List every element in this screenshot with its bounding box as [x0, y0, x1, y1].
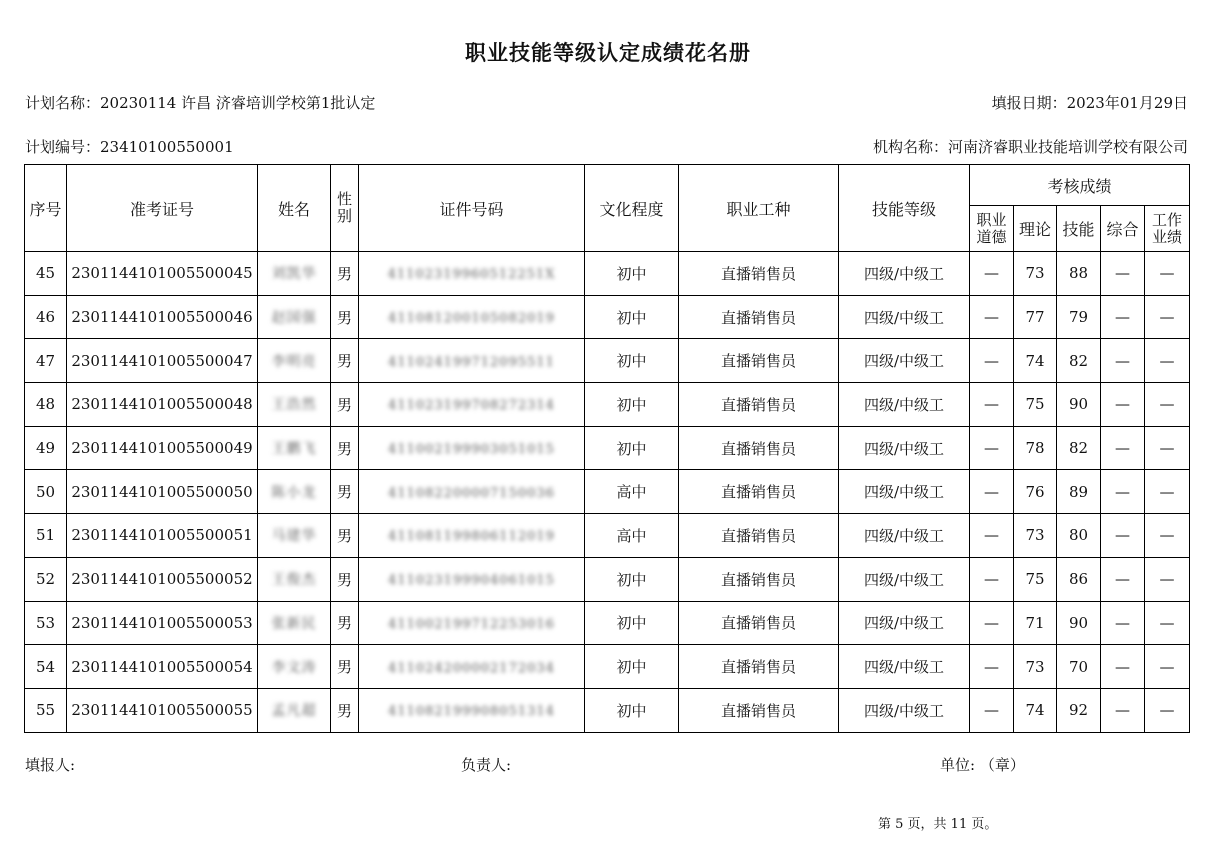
cell-name — [258, 252, 331, 296]
cell-theory: 74 — [1014, 339, 1057, 383]
cell-name — [258, 295, 331, 339]
cell-id-no-redacted: 411024200002172034 — [388, 660, 555, 676]
header-occupation: 职业工种 — [679, 165, 839, 252]
cell-seq: 50 — [25, 470, 67, 514]
cell-seq: 53 — [25, 601, 67, 645]
cell-name-redacted: 刘凯华 — [271, 266, 317, 283]
cell-theory: 71 — [1014, 601, 1057, 645]
cell-gender: 男 — [331, 470, 359, 514]
cell-education: 初中 — [585, 383, 679, 427]
cell-id-no-redacted: 411081200105082019 — [388, 311, 555, 327]
cell-ethics: — — [970, 295, 1014, 339]
cell-name-redacted: 马建华 — [271, 528, 317, 545]
header-skill-level: 技能等级 — [839, 165, 970, 252]
cell-id-no-redacted: 411081199806112019 — [388, 529, 555, 545]
header-scores: 考核成绩 — [970, 165, 1190, 206]
cell-theory: 76 — [1014, 470, 1057, 514]
cell-gender: 男 — [331, 688, 359, 732]
cell-occupation: 直播销售员 — [679, 557, 839, 601]
plan-number: 计划编号：23410100550001 — [25, 138, 234, 156]
cell-gender: 男 — [331, 557, 359, 601]
cell-skill-level: 四级/中级工 — [839, 688, 970, 732]
cell-exam-no: 2301144101005500045 — [67, 252, 258, 296]
cell-name — [258, 514, 331, 558]
roster-body — [25, 252, 1190, 733]
cell-id-no — [359, 514, 585, 558]
cell-name-redacted: 王俊杰 — [271, 572, 317, 589]
cell-education: 初中 — [585, 339, 679, 383]
cell-composite: — — [1101, 295, 1145, 339]
cell-education: 初中 — [585, 252, 679, 296]
cell-id-no — [359, 426, 585, 470]
cell-occupation: 直播销售员 — [679, 295, 839, 339]
cell-gender: 男 — [331, 383, 359, 427]
cell-gender: 男 — [331, 252, 359, 296]
cell-id-no — [359, 470, 585, 514]
cell-name — [258, 470, 331, 514]
cell-seq: 55 — [25, 688, 67, 732]
cell-occupation: 直播销售员 — [679, 688, 839, 732]
table-row — [25, 514, 1190, 558]
cell-name — [258, 557, 331, 601]
cell-id-no — [359, 295, 585, 339]
cell-name — [258, 601, 331, 645]
header-education: 文化程度 — [585, 165, 679, 252]
cell-ethics: — — [970, 252, 1014, 296]
cell-theory: 77 — [1014, 295, 1057, 339]
cell-theory: 73 — [1014, 252, 1057, 296]
cell-gender: 男 — [331, 645, 359, 689]
cell-education: 初中 — [585, 688, 679, 732]
table-row — [25, 688, 1190, 732]
cell-id-no — [359, 688, 585, 732]
header-composite: 综合 — [1101, 206, 1145, 252]
cell-occupation: 直播销售员 — [679, 383, 839, 427]
cell-ethics: — — [970, 688, 1014, 732]
cell-skill-level: 四级/中级工 — [839, 470, 970, 514]
cell-seq: 49 — [25, 426, 67, 470]
header-name: 姓名 — [258, 165, 331, 252]
cell-composite: — — [1101, 339, 1145, 383]
cell-composite: — — [1101, 252, 1145, 296]
cell-skill-level: 四级/中级工 — [839, 252, 970, 296]
table-row — [25, 426, 1190, 470]
cell-theory: 75 — [1014, 383, 1057, 427]
cell-theory: 73 — [1014, 514, 1057, 558]
cell-exam-no: 2301144101005500054 — [67, 645, 258, 689]
cell-education: 高中 — [585, 514, 679, 558]
cell-education: 初中 — [585, 601, 679, 645]
cell-name — [258, 688, 331, 732]
cell-seq: 46 — [25, 295, 67, 339]
cell-id-no-redacted: 411082200007150036 — [388, 485, 555, 501]
cell-gender: 男 — [331, 601, 359, 645]
unit-seal-label: 单位: （章） — [940, 756, 1025, 774]
cell-exam-no: 2301144101005500048 — [67, 383, 258, 427]
page-info: 第 5 页，共 11 页。 — [878, 817, 998, 832]
header-skill: 技能 — [1057, 206, 1101, 252]
cell-skill: 80 — [1057, 514, 1101, 558]
cell-ethics: — — [970, 383, 1014, 427]
cell-name-redacted: 张新民 — [271, 615, 317, 632]
cell-name — [258, 339, 331, 383]
cell-seq: 45 — [25, 252, 67, 296]
cell-skill: 82 — [1057, 339, 1101, 383]
cell-gender: 男 — [331, 339, 359, 383]
cell-education: 初中 — [585, 645, 679, 689]
cell-occupation: 直播销售员 — [679, 645, 839, 689]
cell-theory: 73 — [1014, 645, 1057, 689]
cell-composite: — — [1101, 383, 1145, 427]
header-id-no: 证件号码 — [359, 165, 585, 252]
header-performance: 工作业绩 — [1145, 206, 1190, 252]
cell-exam-no: 2301144101005500055 — [67, 688, 258, 732]
cell-ethics: — — [970, 470, 1014, 514]
cell-education: 初中 — [585, 557, 679, 601]
cell-occupation: 直播销售员 — [679, 252, 839, 296]
cell-ethics: — — [970, 339, 1014, 383]
cell-performance: — — [1145, 557, 1190, 601]
cell-performance: — — [1145, 601, 1190, 645]
table-row — [25, 645, 1190, 689]
filler-label: 填报人: — [25, 756, 76, 774]
plan-name: 计划名称：20230114 许昌 济睿培训学校第1批认定 — [25, 94, 376, 112]
cell-exam-no: 2301144101005500052 — [67, 557, 258, 601]
cell-composite: — — [1101, 601, 1145, 645]
cell-performance: — — [1145, 470, 1190, 514]
cell-composite: — — [1101, 557, 1145, 601]
cell-id-no-redacted: 411023199708272314 — [388, 398, 555, 414]
cell-performance: — — [1145, 645, 1190, 689]
cell-composite: — — [1101, 426, 1145, 470]
cell-composite: — — [1101, 688, 1145, 732]
cell-exam-no: 2301144101005500051 — [67, 514, 258, 558]
cell-skill: 90 — [1057, 383, 1101, 427]
cell-id-no-redacted: 411082199908051314 — [388, 704, 555, 720]
cell-skill-level: 四级/中级工 — [839, 645, 970, 689]
document-title: 职业技能等级认定成绩花名册 — [465, 41, 751, 65]
cell-seq: 51 — [25, 514, 67, 558]
cell-id-no-redacted: 411002199712253016 — [388, 616, 555, 632]
cell-performance: — — [1145, 295, 1190, 339]
cell-id-no — [359, 601, 585, 645]
table-row — [25, 601, 1190, 645]
cell-theory: 75 — [1014, 557, 1057, 601]
cell-performance: — — [1145, 426, 1190, 470]
cell-exam-no: 2301144101005500050 — [67, 470, 258, 514]
cell-name-redacted: 李文涛 — [271, 659, 317, 676]
table-row — [25, 252, 1190, 296]
cell-seq: 52 — [25, 557, 67, 601]
header-ethics: 职业道德 — [970, 206, 1014, 252]
cell-composite: — — [1101, 470, 1145, 514]
cell-composite: — — [1101, 514, 1145, 558]
cell-skill-level: 四级/中级工 — [839, 295, 970, 339]
cell-id-no-redacted: 411024199712095511 — [388, 354, 555, 370]
table-row — [25, 383, 1190, 427]
cell-exam-no: 2301144101005500046 — [67, 295, 258, 339]
table-row — [25, 339, 1190, 383]
cell-id-no-redacted: 41102319960512251X — [387, 267, 556, 283]
cell-exam-no: 2301144101005500047 — [67, 339, 258, 383]
organization-name: 机构名称：河南济睿职业技能培训学校有限公司 — [872, 138, 1188, 156]
cell-name-redacted: 王浩然 — [271, 397, 317, 414]
cell-name — [258, 645, 331, 689]
cell-skill: 86 — [1057, 557, 1101, 601]
header-exam-no: 准考证号 — [67, 165, 258, 252]
header-gender: 性别 — [331, 165, 359, 252]
cell-occupation: 直播销售员 — [679, 514, 839, 558]
header-theory: 理论 — [1014, 206, 1057, 252]
cell-occupation: 直播销售员 — [679, 470, 839, 514]
table-row — [25, 470, 1190, 514]
cell-id-no-redacted: 411023199904061015 — [388, 573, 555, 589]
cell-skill-level: 四级/中级工 — [839, 426, 970, 470]
score-roster-table — [24, 164, 1190, 733]
cell-seq: 47 — [25, 339, 67, 383]
cell-performance: — — [1145, 252, 1190, 296]
cell-occupation: 直播销售员 — [679, 339, 839, 383]
cell-performance: — — [1145, 383, 1190, 427]
cell-ethics: — — [970, 514, 1014, 558]
cell-id-no — [359, 252, 585, 296]
cell-performance: — — [1145, 339, 1190, 383]
cell-gender: 男 — [331, 514, 359, 558]
cell-seq: 54 — [25, 645, 67, 689]
cell-skill: 70 — [1057, 645, 1101, 689]
cell-skill: 79 — [1057, 295, 1101, 339]
report-date: 填报日期：2023年01月29日 — [991, 94, 1188, 112]
cell-name-redacted: 孟凡超 — [271, 703, 317, 720]
cell-performance: — — [1145, 688, 1190, 732]
cell-education: 初中 — [585, 426, 679, 470]
owner-label: 负责人: — [461, 756, 512, 774]
cell-ethics: — — [970, 601, 1014, 645]
cell-education: 初中 — [585, 295, 679, 339]
cell-name — [258, 383, 331, 427]
cell-skill-level: 四级/中级工 — [839, 514, 970, 558]
cell-exam-no: 2301144101005500049 — [67, 426, 258, 470]
cell-theory: 78 — [1014, 426, 1057, 470]
cell-name-redacted: 李明亮 — [271, 353, 317, 370]
cell-id-no-redacted: 411002199903051015 — [388, 442, 555, 458]
cell-id-no — [359, 557, 585, 601]
cell-education: 高中 — [585, 470, 679, 514]
cell-id-no — [359, 645, 585, 689]
cell-ethics: — — [970, 645, 1014, 689]
table-row — [25, 295, 1190, 339]
cell-skill-level: 四级/中级工 — [839, 383, 970, 427]
cell-exam-no: 2301144101005500053 — [67, 601, 258, 645]
cell-occupation: 直播销售员 — [679, 601, 839, 645]
cell-theory: 74 — [1014, 688, 1057, 732]
cell-name-redacted: 赵国强 — [271, 310, 317, 327]
cell-skill: 88 — [1057, 252, 1101, 296]
cell-performance: — — [1145, 514, 1190, 558]
cell-seq: 48 — [25, 383, 67, 427]
cell-id-no — [359, 383, 585, 427]
cell-skill: 89 — [1057, 470, 1101, 514]
cell-gender: 男 — [331, 295, 359, 339]
cell-skill-level: 四级/中级工 — [839, 339, 970, 383]
cell-name — [258, 426, 331, 470]
table-row — [25, 557, 1190, 601]
cell-composite: — — [1101, 645, 1145, 689]
cell-skill-level: 四级/中级工 — [839, 557, 970, 601]
cell-ethics: — — [970, 426, 1014, 470]
cell-ethics: — — [970, 557, 1014, 601]
cell-skill: 82 — [1057, 426, 1101, 470]
cell-name-redacted: 王鹏飞 — [271, 441, 317, 458]
cell-name-redacted: 陈小龙 — [271, 484, 317, 501]
cell-skill-level: 四级/中级工 — [839, 601, 970, 645]
cell-gender: 男 — [331, 426, 359, 470]
cell-skill: 90 — [1057, 601, 1101, 645]
cell-occupation: 直播销售员 — [679, 426, 839, 470]
cell-skill: 92 — [1057, 688, 1101, 732]
header-row-top — [25, 165, 1190, 206]
header-seq: 序号 — [25, 165, 67, 252]
cell-id-no — [359, 339, 585, 383]
